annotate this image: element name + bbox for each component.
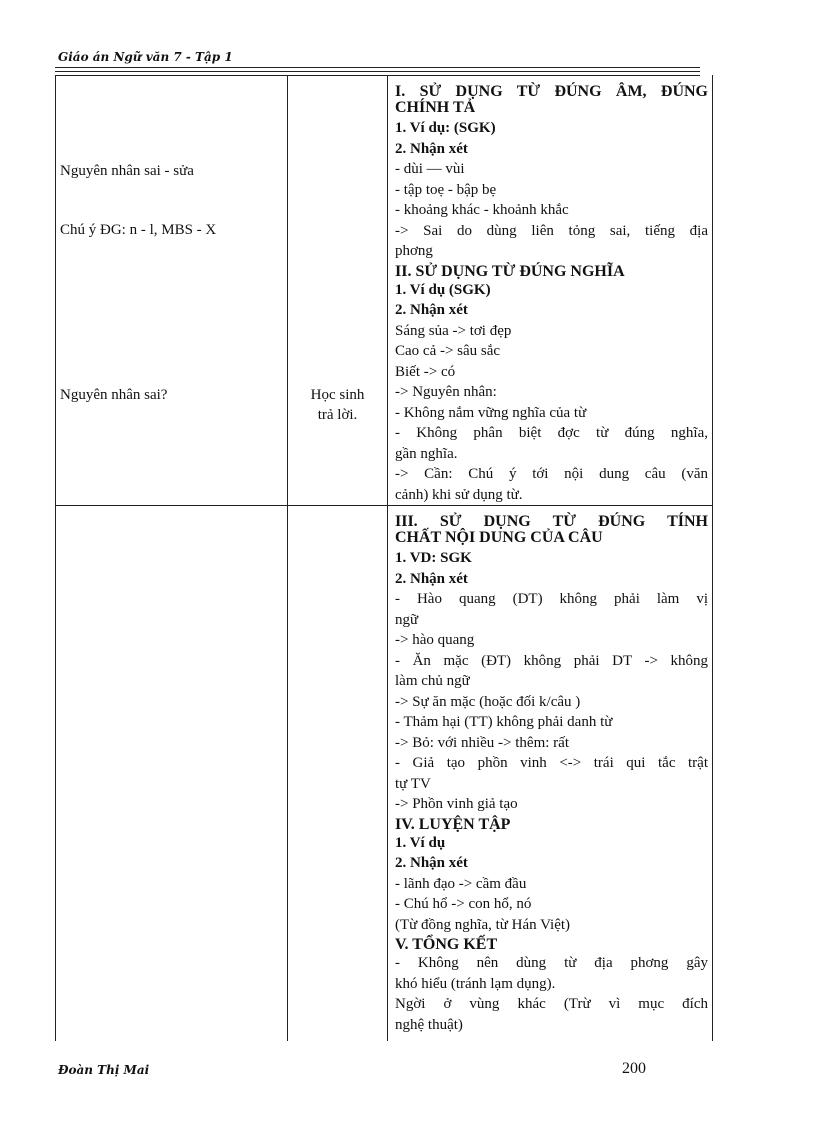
section-heading-1-cont: CHÍNH TẢ — [395, 99, 476, 116]
content-line: - Giả tạo phồn vinh <-> trái qui tắc trật — [395, 755, 708, 771]
content-line: - Không nên dùng từ địa phơng gây — [395, 955, 708, 971]
content-line: gần nghĩa. — [395, 445, 458, 462]
page-header-title: Giáo án Ngữ văn 7 - Tập 1 — [58, 50, 233, 64]
subheading: 1. Ví dụ — [395, 834, 446, 851]
subheading: 1. VD: SGK — [395, 550, 472, 566]
content-line: Sáng sủa -> tơi đẹp — [395, 322, 512, 339]
row2-content — [395, 514, 708, 1035]
section-heading-3-cont: CHẤT NỘI DUNG CỦA CÂU — [395, 529, 603, 546]
content-line: -> Nguyên nhân: — [395, 384, 497, 400]
table-border-left — [55, 75, 56, 1041]
content-line: - tập toẹ - bập bẹ — [395, 181, 497, 198]
content-line: cảnh) khi sử dụng từ. — [395, 486, 523, 503]
section-heading-3: III. SỬ DỤNG TỪ ĐÚNG TÍNH — [395, 513, 708, 530]
subheading: 2. Nhận xét — [395, 570, 468, 587]
content-line: - Hào quang (DT) không phải làm vị — [395, 591, 708, 607]
subheading: 1. Ví dụ (SGK) — [395, 281, 491, 298]
table-row-divider — [55, 505, 713, 506]
content-line: (Từ đồng nghĩa, từ Hán Việt) — [395, 916, 571, 933]
content-line: - Chú hổ -> con hổ, nó — [395, 896, 532, 912]
content-line: - Không phân biệt đợc từ đúng nghĩa, — [395, 425, 708, 441]
content-line: -> Sai do dùng liên tỏng sai, tiếng địa — [395, 222, 708, 239]
col2-activity-line: trả lời. — [317, 407, 358, 423]
table-border-right — [712, 75, 713, 1041]
content-line: khó hiểu (tránh lạm dụng). — [395, 975, 556, 992]
content-line: Biết -> có — [395, 363, 456, 380]
col2-activity — [289, 385, 386, 425]
table-border-col3 — [387, 75, 388, 1041]
content-line: -> Bỏ: với nhiều -> thêm: rất — [395, 734, 569, 751]
content-line: phơng — [395, 243, 433, 259]
col1-note-attention: Chú ý ĐG: n - l, MBS - X — [60, 222, 217, 238]
content-line: - lãnh đạo -> cầm đầu — [395, 875, 527, 892]
content-line: Cao cả -> sâu sắc — [395, 343, 501, 359]
header-rule — [55, 67, 700, 68]
header-rule — [55, 75, 700, 76]
content-line: - dùi — vùi — [395, 161, 465, 177]
content-line: - Ăn mặc (ĐT) không phải DT -> không — [395, 652, 708, 669]
footer-author: Đoàn Thị Mai — [58, 1063, 150, 1077]
table-border-col2 — [287, 75, 288, 1041]
subheading: 2. Nhận xét — [395, 302, 468, 318]
content-line: - Thảm hại (TT) không phải danh từ — [395, 714, 613, 730]
section-heading-5: V. TỔNG KẾT — [395, 936, 498, 953]
header-rule — [55, 71, 700, 72]
content-line: tự TV — [395, 775, 431, 792]
content-line: - khoảng khác - khoảnh khắc — [395, 202, 569, 218]
col1-note-reason-fix: Nguyên nhân sai - sửa — [60, 163, 194, 179]
content-line: -> Cần: Chú ý tới nội dung câu (văn — [395, 466, 708, 482]
section-heading-1: I. SỬ DỤNG TỪ ĐÚNG ÂM, ĐÚNG — [395, 83, 708, 100]
subheading: 1. Ví dụ: (SGK) — [395, 120, 496, 136]
content-line: -> Phồn vinh giả tạo — [395, 796, 518, 812]
content-line: nghệ thuật) — [395, 1016, 463, 1033]
content-line: Ngời ở vùng khác (Trừ vì mục đích — [395, 996, 708, 1012]
content-line: -> Sự ăn mặc (hoặc đối k/câu ) — [395, 693, 581, 710]
row1-content — [395, 84, 708, 505]
content-line: - Không nắm vững nghĩa của từ — [395, 404, 587, 421]
content-line: -> hào quang — [395, 632, 475, 648]
content-line: làm chủ ngữ — [395, 673, 470, 689]
section-heading-2: II. SỬ DỤNG TỪ ĐÚNG NGHĨA — [395, 262, 625, 280]
col1-note-reason: Nguyên nhân sai? — [60, 387, 168, 403]
col2-activity-line: Học sinh — [310, 387, 365, 403]
subheading: 2. Nhận xét — [395, 855, 468, 871]
section-heading-4: IV. LUYỆN TẬP — [395, 815, 511, 833]
content-line: ngữ — [395, 611, 419, 628]
page-number: 200 — [622, 1060, 646, 1077]
subheading: 2. Nhận xét — [395, 140, 468, 157]
